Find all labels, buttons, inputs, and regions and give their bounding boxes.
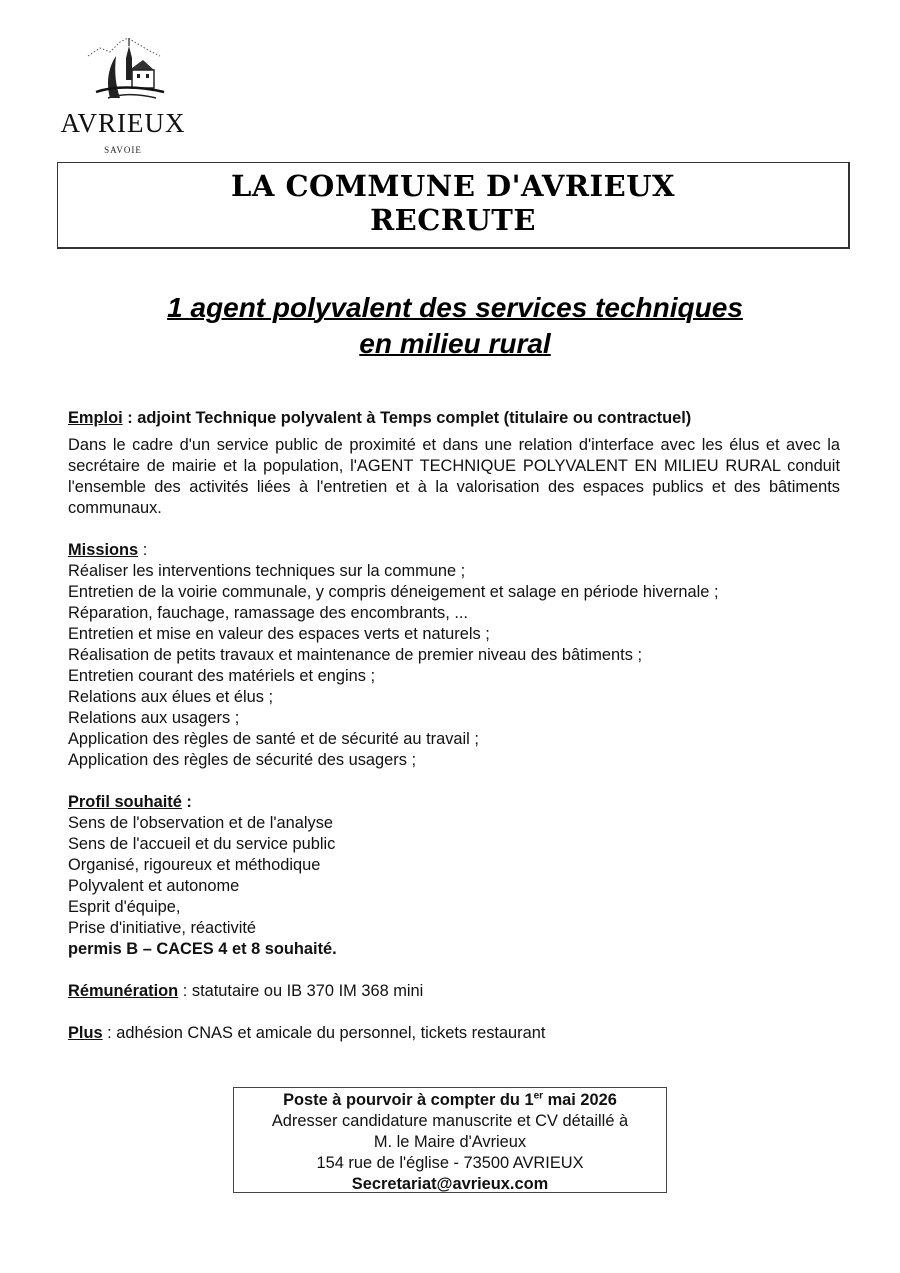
- plus-value: adhésion CNAS et amicale du personnel, tickets restaurant: [116, 1024, 546, 1042]
- header-title-line1: LA COMMUNE D'AVRIEUX: [230, 169, 675, 203]
- profil-item: Prise d'initiative, réactivité: [68, 919, 257, 937]
- logo-subtitle: SAVOIE: [104, 145, 142, 155]
- contact-box: [233, 1087, 667, 1193]
- mission-item: Entretien et mise en valeur des espaces verts et naturels ;: [68, 625, 490, 643]
- start-date-ordinal: er: [533, 1090, 544, 1102]
- emploi-label: Emploi: [68, 409, 123, 427]
- header-title-box: [57, 162, 850, 249]
- mission-item: Application des règles de santé et de sécurité au travail ;: [68, 730, 479, 748]
- mission-item: Application des règles de sécurité des usagers ;: [68, 751, 417, 769]
- offer-body: [68, 408, 840, 1044]
- profil-item: Esprit d'équipe,: [68, 898, 181, 916]
- remuneration-separator: :: [178, 982, 192, 1000]
- emploi-separator: :: [122, 409, 138, 427]
- postal-address: 154 rue de l'église - 73500 AVRIEUX: [316, 1154, 584, 1172]
- missions-separator: :: [138, 541, 148, 559]
- profil-license-requirement: permis B – CACES 4 et 8 souhaité.: [68, 940, 337, 958]
- profil-heading: [68, 792, 840, 813]
- profil-item: Polyvalent et autonome: [68, 877, 240, 895]
- job-title: [60, 290, 850, 362]
- header-title-line2: RECRUTE: [370, 203, 536, 237]
- mission-item: Réalisation de petits travaux et maintenance de premier niveau des bâtiments ;: [68, 646, 642, 664]
- recipient: M. le Maire d'Avrieux: [373, 1133, 527, 1151]
- missions-label: Missions: [68, 541, 139, 559]
- missions-section: [68, 540, 840, 771]
- profil-item: Sens de l'accueil et du service public: [68, 835, 336, 853]
- profil-separator: :: [181, 793, 192, 811]
- emploi-line: [68, 408, 840, 429]
- missions-heading: [68, 540, 840, 561]
- contact-email-link[interactable]: Secretariat@avrieux.com: [351, 1175, 549, 1193]
- profil-section: [68, 792, 840, 960]
- mission-item: Réaliser les interventions techniques sur la commune ;: [68, 562, 466, 580]
- remuneration-label: Rémunération: [68, 982, 179, 1000]
- mission-item: Relations aux élues et élus ;: [68, 688, 274, 706]
- village-church-mountain-icon: [68, 28, 178, 108]
- plus-section: [68, 1023, 840, 1044]
- emploi-value: adjoint Technique polyvalent à Temps complet (titulaire ou contractuel): [137, 409, 692, 427]
- profil-item: Sens de l'observation et de l'analyse: [68, 814, 334, 832]
- emploi-section: [68, 408, 840, 519]
- job-title-line1: 1 agent polyvalent des services techniques: [167, 292, 743, 323]
- plus-separator: :: [102, 1024, 117, 1042]
- remuneration-value: statutaire ou IB 370 IM 368 mini: [191, 982, 424, 1000]
- start-date-suffix: mai 2026: [543, 1091, 617, 1109]
- logo-name: AVRIEUX: [60, 108, 186, 138]
- mission-item: Réparation, fauchage, ramassage des encombrants, ...: [68, 604, 468, 622]
- mission-item: Entretien de la voirie communale, y compris déneigement et salage en période hivernale ;: [68, 583, 719, 601]
- start-date-line: [234, 1090, 666, 1111]
- mission-item: Relations aux usagers ;: [68, 709, 240, 727]
- remuneration-section: [68, 981, 840, 1002]
- profil-item: Organisé, rigoureux et méthodique: [68, 856, 321, 874]
- application-instructions: Adresser candidature manuscrite et CV détaillé à: [271, 1112, 629, 1130]
- commune-logo: [48, 28, 198, 155]
- job-title-line2: en milieu rural: [359, 328, 551, 359]
- plus-label: Plus: [68, 1024, 103, 1042]
- profil-label: Profil souhaité: [68, 793, 182, 811]
- start-date-prefix: Poste à pourvoir à compter du 1: [283, 1091, 534, 1109]
- mission-item: Entretien courant des matériels et engins ;: [68, 667, 376, 685]
- emploi-description: Dans le cadre d'un service public de proximité et dans une relation d'interface avec les élus et avec la secrétaire de mairie et la population, l'AGENT TECHNIQUE POLYVALENT EN MILIEU RURAL conduit l'ensemble des activités liées à l'entretien et à la valorisation des espaces publics et des bâtiments communaux.: [68, 436, 840, 517]
